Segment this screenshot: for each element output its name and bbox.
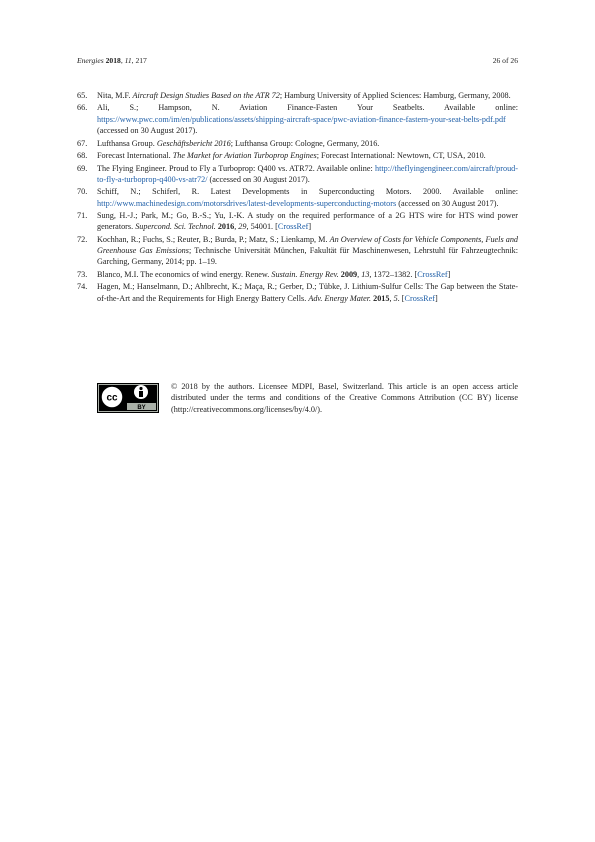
reference-text: [97, 102, 518, 136]
cc-by-license-badge-icon[interactable]: [97, 383, 159, 413]
reference-number: 69.: [77, 163, 88, 173]
reference-text-segment: , 1372–1382. [: [369, 269, 418, 279]
reference-item: [77, 102, 518, 136]
reference-text: [97, 163, 518, 186]
reference-text: [97, 234, 518, 268]
reference-text-segment: The Flying Engineer. Proud to Fly a Turboprop: Q400 vs. ATR72. Available online:: [97, 163, 375, 173]
reference-text-segment: (accessed on 30 August 2017).: [396, 198, 499, 208]
reference-number: 65.: [77, 91, 88, 100]
reference-number: 70.: [77, 187, 88, 197]
running-header: [77, 56, 518, 65]
reference-item: [77, 150, 518, 161]
reference-text-segment: ; Lufthansa Group: Cologne, Germany, 2016.: [230, 138, 380, 148]
reference-text-segment: , 54001. [: [246, 222, 278, 232]
reference-text-segment: (accessed on 30 August 2017).: [207, 174, 310, 184]
reference-italic-text: Adv. Energy Mater.: [308, 293, 372, 303]
reference-italic-text: 29: [238, 222, 247, 232]
reference-text: [97, 210, 518, 233]
reference-text-segment: Forecast International.: [97, 151, 173, 161]
reference-text: [97, 150, 518, 161]
badge-cc-text: cc: [106, 392, 118, 404]
reference-text-segment: Blanco, M.I. The economics of wind energy. Renew.: [97, 269, 272, 279]
reference-text-segment: ; Forecast International: Newtown, CT, USA, 2010.: [316, 151, 486, 161]
license-text: © 2018 by the authors. Licensee MDPI, Basel, Switzerland. This article is an open access article distributed under the terms and conditions of the Creative Commons Attribution (CC BY) license (http://creativecommons.org/licenses/by/4.0/).: [171, 382, 518, 414]
reference-number: 72.: [77, 234, 88, 244]
reference-italic-text: An Overview of Costs for Vehicle Components, Fuels and Greenhouse Gas Emissions: [97, 234, 519, 256]
crossref-link[interactable]: CrossRef: [417, 269, 448, 279]
badge-by-text: BY: [137, 405, 146, 411]
reference-text: [97, 186, 518, 209]
journal-name: Energies: [77, 56, 104, 65]
reference-italic-text: Geschäftsbericht 2016: [156, 138, 231, 148]
reference-text: [97, 269, 518, 280]
journal-volume: 11: [124, 56, 132, 65]
reference-text-segment: Hagen, M.; Hanselmann, D.; Ahlbrecht, K.; Maça, R.; Gerber, D.; Tübke, J. Lithium-Sulfur Cells: The Gap between the State-of-the-Art and the Requirements for High Energy Battery Cells.: [97, 282, 518, 303]
reference-text-segment: ,: [357, 269, 362, 279]
crossref-link[interactable]: CrossRef: [404, 293, 435, 303]
reference-item: [77, 163, 518, 186]
reference-text-segment: Kochhan, R.; Fuchs, S.; Reuter, B.; Burda, P.; Matz, S.; Lienkamp, M.: [97, 234, 330, 244]
reference-item: [77, 90, 518, 101]
reference-text-segment: ; Hamburg University of Applied Sciences: Hamburg, Germany, 2008.: [279, 91, 511, 100]
reference-text-segment: Schiff, N.; Schiferl, R. Latest Developments in Superconducting Motors. 2000. Available online:: [97, 187, 518, 197]
reference-italic-text: 13: [361, 269, 370, 279]
article-number: 217: [135, 56, 147, 65]
reference-text-segment: . [: [397, 293, 405, 303]
crossref-link[interactable]: CrossRef: [277, 222, 309, 232]
reference-number: 66.: [77, 103, 88, 113]
reference-list: [77, 90, 518, 305]
reference-italic-text: 5: [393, 293, 398, 303]
reference-text-segment: ]: [447, 269, 451, 279]
reference-italic-text: Sustain. Energy Rev.: [271, 269, 339, 279]
reference-year: 2009: [340, 269, 358, 279]
reference-italic-text: Aircraft Design Studies Based on the ATR 72: [132, 91, 280, 100]
reference-year: 2015: [373, 293, 390, 303]
reference-item: [77, 210, 518, 233]
reference-text-segment: ,: [234, 222, 239, 232]
reference-text-segment: Ali, S.; Hampson, N. Aviation Finance-Fasten Your Seatbelts. Available online:: [97, 103, 518, 113]
reference-number: 74.: [77, 282, 88, 292]
reference-item: [77, 234, 518, 268]
reference-text-segment: ]: [434, 293, 438, 303]
journal-year: 2018: [105, 56, 121, 65]
reference-text: [97, 138, 518, 149]
reference-italic-text: The Market for Aviation Turboprop Engines: [172, 151, 317, 161]
reference-text-segment: Sung, H.-J.; Park, M.; Go, B.-S.; Yu, I.-K. A study on the required performance of a 2G HTS wire for HTS wind power generators.: [97, 211, 518, 232]
reference-text: [97, 281, 518, 304]
reference-italic-text: Supercond. Sci. Technol.: [135, 222, 216, 232]
reference-item: [77, 186, 518, 209]
reference-item: [77, 281, 518, 304]
reference-url-link[interactable]: https://www.pwc.com/im/en/publications/assets/shipping-aircraft-space/pwc-aviation-finance-fastern-your-seat-belts-pdf.pdf: [97, 114, 506, 124]
reference-number: 73.: [77, 269, 88, 279]
reference-url-link[interactable]: http://theflyingengineer.com/aircraft/proud-to-fly-a-turboprop-q400-vs-atr72/: [97, 163, 518, 184]
reference-text-segment: ,: [389, 293, 394, 303]
reference-text-segment: ]: [308, 222, 312, 232]
reference-text-segment: Nita, M.F.: [97, 91, 133, 100]
reference-item: [77, 269, 518, 280]
journal-citation: Energies 2018, 11, 217: [77, 56, 147, 65]
reference-text: [97, 90, 518, 101]
license-block: [97, 381, 518, 415]
reference-number: 68.: [77, 151, 88, 161]
reference-number: 71.: [77, 211, 88, 221]
page-number: 26 of 26: [492, 56, 518, 65]
reference-year: 2016: [217, 222, 235, 232]
reference-text-segment: ; Technische Universität München, Fakultät für Maschinenwesen, Lehrstuhl für Fahrzeugtechnik: Garching, Germany, 2014; pp. 1–19.: [97, 246, 518, 267]
reference-number: 67.: [77, 138, 88, 148]
reference-url-link[interactable]: http://www.machinedesign.com/motorsdrives/latest-developments-superconducting-motors: [97, 198, 397, 208]
reference-item: [77, 138, 518, 149]
reference-text-segment: (accessed on 30 August 2017).: [97, 126, 198, 136]
reference-text-segment: Lufthansa Group.: [97, 138, 157, 148]
